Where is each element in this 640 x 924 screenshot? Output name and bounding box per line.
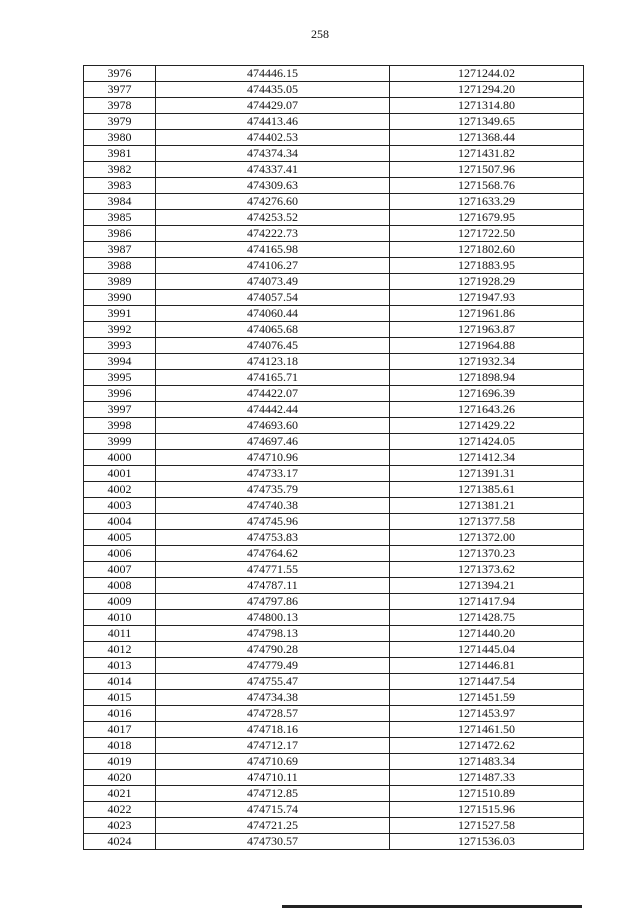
table-row: [84, 338, 584, 354]
x-coordinate-cell: 474715.74: [156, 802, 390, 818]
x-coordinate-cell: 474165.71: [156, 370, 390, 386]
table-row: [84, 130, 584, 146]
x-coordinate-cell: 474435.05: [156, 82, 390, 98]
x-coordinate-cell: 474745.96: [156, 514, 390, 530]
point-number-cell: 4003: [84, 498, 156, 514]
x-coordinate-cell: 474779.49: [156, 658, 390, 674]
point-number-cell: 3995: [84, 370, 156, 386]
table-row: [84, 786, 584, 802]
table-row: [84, 802, 584, 818]
point-number-cell: 3984: [84, 194, 156, 210]
y-coordinate-cell: 1271696.39: [390, 386, 584, 402]
y-coordinate-cell: 1271964.88: [390, 338, 584, 354]
table-row: [84, 258, 584, 274]
point-number-cell: 3998: [84, 418, 156, 434]
point-number-cell: 3981: [84, 146, 156, 162]
table-row: [84, 706, 584, 722]
x-coordinate-cell: 474057.54: [156, 290, 390, 306]
point-number-cell: 4001: [84, 466, 156, 482]
table-row: [84, 162, 584, 178]
y-coordinate-cell: 1271429.22: [390, 418, 584, 434]
point-number-cell: 3999: [84, 434, 156, 450]
x-coordinate-cell: 474413.46: [156, 114, 390, 130]
x-coordinate-cell: 474253.52: [156, 210, 390, 226]
table-row: [84, 354, 584, 370]
x-coordinate-cell: 474734.38: [156, 690, 390, 706]
point-number-cell: 4020: [84, 770, 156, 786]
x-coordinate-cell: 474076.45: [156, 338, 390, 354]
point-number-cell: 3976: [84, 66, 156, 82]
point-number-cell: 4019: [84, 754, 156, 770]
point-number-cell: 3992: [84, 322, 156, 338]
y-coordinate-cell: 1271568.76: [390, 178, 584, 194]
y-coordinate-cell: 1271527.58: [390, 818, 584, 834]
point-number-cell: 3993: [84, 338, 156, 354]
table-row: [84, 818, 584, 834]
point-number-cell: 4010: [84, 610, 156, 626]
table-row: [84, 226, 584, 242]
y-coordinate-cell: 1271377.58: [390, 514, 584, 530]
y-coordinate-cell: 1271472.62: [390, 738, 584, 754]
table-row: [84, 626, 584, 642]
x-coordinate-cell: 474165.98: [156, 242, 390, 258]
y-coordinate-cell: 1271428.75: [390, 610, 584, 626]
y-coordinate-cell: 1271515.96: [390, 802, 584, 818]
point-number-cell: 3983: [84, 178, 156, 194]
table-row: [84, 402, 584, 418]
y-coordinate-cell: 1271412.34: [390, 450, 584, 466]
table-row: [84, 514, 584, 530]
table-row: [84, 322, 584, 338]
x-coordinate-cell: 474446.15: [156, 66, 390, 82]
point-number-cell: 4006: [84, 546, 156, 562]
x-coordinate-cell: 474712.17: [156, 738, 390, 754]
table-row: [84, 66, 584, 82]
x-coordinate-cell: 474710.11: [156, 770, 390, 786]
table-row: [84, 834, 584, 850]
y-coordinate-cell: 1271947.93: [390, 290, 584, 306]
table-row: [84, 530, 584, 546]
table-row: [84, 178, 584, 194]
x-coordinate-cell: 474771.55: [156, 562, 390, 578]
table-row: [84, 114, 584, 130]
point-number-cell: 4014: [84, 674, 156, 690]
point-number-cell: 3987: [84, 242, 156, 258]
point-number-cell: 4002: [84, 482, 156, 498]
table-row: [84, 418, 584, 434]
x-coordinate-cell: 474797.86: [156, 594, 390, 610]
point-number-cell: 3979: [84, 114, 156, 130]
y-coordinate-cell: 1271349.65: [390, 114, 584, 130]
table-row: [84, 642, 584, 658]
point-number-cell: 4022: [84, 802, 156, 818]
point-number-cell: 3977: [84, 82, 156, 98]
table-row: [84, 610, 584, 626]
y-coordinate-cell: 1271372.00: [390, 530, 584, 546]
x-coordinate-cell: 474753.83: [156, 530, 390, 546]
y-coordinate-cell: 1271510.89: [390, 786, 584, 802]
point-number-cell: 4008: [84, 578, 156, 594]
y-coordinate-cell: 1271368.44: [390, 130, 584, 146]
y-coordinate-cell: 1271961.86: [390, 306, 584, 322]
x-coordinate-cell: 474697.46: [156, 434, 390, 450]
point-number-cell: 3996: [84, 386, 156, 402]
point-number-cell: 4018: [84, 738, 156, 754]
y-coordinate-cell: 1271446.81: [390, 658, 584, 674]
y-coordinate-cell: 1271453.97: [390, 706, 584, 722]
point-number-cell: 3978: [84, 98, 156, 114]
y-coordinate-cell: 1271932.34: [390, 354, 584, 370]
table-row: [84, 194, 584, 210]
x-coordinate-cell: 474733.17: [156, 466, 390, 482]
x-coordinate-cell: 474728.57: [156, 706, 390, 722]
x-coordinate-cell: 474374.34: [156, 146, 390, 162]
point-number-cell: 4017: [84, 722, 156, 738]
point-number-cell: 3991: [84, 306, 156, 322]
coordinate-table: [83, 65, 584, 850]
table-row: [84, 578, 584, 594]
table-row: [84, 562, 584, 578]
y-coordinate-cell: 1271391.31: [390, 466, 584, 482]
y-coordinate-cell: 1271385.61: [390, 482, 584, 498]
y-coordinate-cell: 1271461.50: [390, 722, 584, 738]
table-row: [84, 674, 584, 690]
x-coordinate-cell: 474721.25: [156, 818, 390, 834]
table-row: [84, 306, 584, 322]
table-row: [84, 658, 584, 674]
x-coordinate-cell: 474693.60: [156, 418, 390, 434]
point-number-cell: 3994: [84, 354, 156, 370]
y-coordinate-cell: 1271381.21: [390, 498, 584, 514]
page-number: 258: [311, 27, 329, 41]
point-number-cell: 4004: [84, 514, 156, 530]
table-row: [84, 434, 584, 450]
point-number-cell: 4013: [84, 658, 156, 674]
point-number-cell: 4015: [84, 690, 156, 706]
y-coordinate-cell: 1271963.87: [390, 322, 584, 338]
x-coordinate-cell: 474073.49: [156, 274, 390, 290]
y-coordinate-cell: 1271507.96: [390, 162, 584, 178]
y-coordinate-cell: 1271314.80: [390, 98, 584, 114]
point-number-cell: 4005: [84, 530, 156, 546]
x-coordinate-cell: 474402.53: [156, 130, 390, 146]
x-coordinate-cell: 474060.44: [156, 306, 390, 322]
table-body: [84, 66, 584, 850]
point-number-cell: 3990: [84, 290, 156, 306]
x-coordinate-cell: 474442.44: [156, 402, 390, 418]
y-coordinate-cell: 1271643.26: [390, 402, 584, 418]
y-coordinate-cell: 1271424.05: [390, 434, 584, 450]
y-coordinate-cell: 1271483.34: [390, 754, 584, 770]
y-coordinate-cell: 1271294.20: [390, 82, 584, 98]
x-coordinate-cell: 474798.13: [156, 626, 390, 642]
x-coordinate-cell: 474730.57: [156, 834, 390, 850]
table-row: [84, 722, 584, 738]
point-number-cell: 3986: [84, 226, 156, 242]
point-number-cell: 4000: [84, 450, 156, 466]
point-number-cell: 3997: [84, 402, 156, 418]
table-row: [84, 754, 584, 770]
y-coordinate-cell: 1271370.23: [390, 546, 584, 562]
y-coordinate-cell: 1271244.02: [390, 66, 584, 82]
table-row: [84, 482, 584, 498]
point-number-cell: 3989: [84, 274, 156, 290]
point-number-cell: 3982: [84, 162, 156, 178]
footer-rule: [282, 905, 582, 908]
x-coordinate-cell: 474276.60: [156, 194, 390, 210]
point-number-cell: 4024: [84, 834, 156, 850]
x-coordinate-cell: 474106.27: [156, 258, 390, 274]
x-coordinate-cell: 474735.79: [156, 482, 390, 498]
y-coordinate-cell: 1271487.33: [390, 770, 584, 786]
x-coordinate-cell: 474800.13: [156, 610, 390, 626]
x-coordinate-cell: 474222.73: [156, 226, 390, 242]
table-row: [84, 770, 584, 786]
y-coordinate-cell: 1271633.29: [390, 194, 584, 210]
y-coordinate-cell: 1271679.95: [390, 210, 584, 226]
x-coordinate-cell: 474710.69: [156, 754, 390, 770]
point-number-cell: 4023: [84, 818, 156, 834]
x-coordinate-cell: 474429.07: [156, 98, 390, 114]
table-row: [84, 210, 584, 226]
table-row: [84, 386, 584, 402]
x-coordinate-cell: 474790.28: [156, 642, 390, 658]
table-row: [84, 98, 584, 114]
table-row: [84, 466, 584, 482]
table-row: [84, 546, 584, 562]
y-coordinate-cell: 1271440.20: [390, 626, 584, 642]
x-coordinate-cell: 474123.18: [156, 354, 390, 370]
point-number-cell: 4016: [84, 706, 156, 722]
table-row: [84, 594, 584, 610]
point-number-cell: 4007: [84, 562, 156, 578]
x-coordinate-cell: 474422.07: [156, 386, 390, 402]
x-coordinate-cell: 474755.47: [156, 674, 390, 690]
x-coordinate-cell: 474710.96: [156, 450, 390, 466]
y-coordinate-cell: 1271445.04: [390, 642, 584, 658]
point-number-cell: 4012: [84, 642, 156, 658]
y-coordinate-cell: 1271447.54: [390, 674, 584, 690]
table-row: [84, 146, 584, 162]
point-number-cell: 4009: [84, 594, 156, 610]
table-row: [84, 738, 584, 754]
y-coordinate-cell: 1271722.50: [390, 226, 584, 242]
y-coordinate-cell: 1271451.59: [390, 690, 584, 706]
table-row: [84, 690, 584, 706]
table-row: [84, 242, 584, 258]
y-coordinate-cell: 1271928.29: [390, 274, 584, 290]
y-coordinate-cell: 1271394.21: [390, 578, 584, 594]
x-coordinate-cell: 474712.85: [156, 786, 390, 802]
y-coordinate-cell: 1271536.03: [390, 834, 584, 850]
x-coordinate-cell: 474718.16: [156, 722, 390, 738]
y-coordinate-cell: 1271898.94: [390, 370, 584, 386]
x-coordinate-cell: 474764.62: [156, 546, 390, 562]
x-coordinate-cell: 474337.41: [156, 162, 390, 178]
x-coordinate-cell: 474787.11: [156, 578, 390, 594]
y-coordinate-cell: 1271373.62: [390, 562, 584, 578]
x-coordinate-cell: 474309.63: [156, 178, 390, 194]
x-coordinate-cell: 474065.68: [156, 322, 390, 338]
point-number-cell: 3985: [84, 210, 156, 226]
table-row: [84, 82, 584, 98]
point-number-cell: 3988: [84, 258, 156, 274]
table-row: [84, 498, 584, 514]
y-coordinate-cell: 1271431.82: [390, 146, 584, 162]
table-row: [84, 290, 584, 306]
point-number-cell: 4011: [84, 626, 156, 642]
x-coordinate-cell: 474740.38: [156, 498, 390, 514]
y-coordinate-cell: 1271883.95: [390, 258, 584, 274]
point-number-cell: 3980: [84, 130, 156, 146]
y-coordinate-cell: 1271802.60: [390, 242, 584, 258]
point-number-cell: 4021: [84, 786, 156, 802]
table-row: [84, 450, 584, 466]
table-row: [84, 370, 584, 386]
y-coordinate-cell: 1271417.94: [390, 594, 584, 610]
table-row: [84, 274, 584, 290]
